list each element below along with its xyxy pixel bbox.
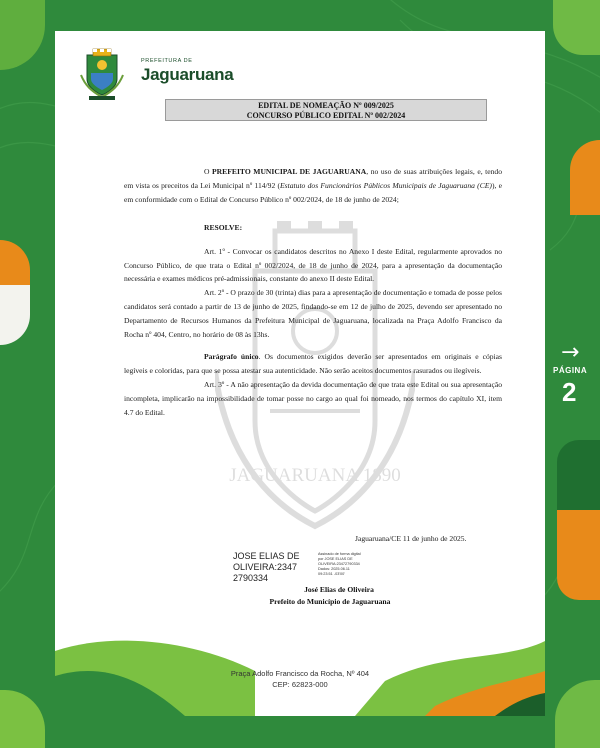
page-number: 2 bbox=[562, 377, 577, 407]
mayor-title: PREFEITO MUNICIPAL DE JAGUARUANA bbox=[212, 167, 367, 176]
sole-paragraph-label: Parágrafo único bbox=[204, 351, 259, 361]
edital-title-box bbox=[165, 99, 487, 121]
side-shape-right-orange bbox=[557, 510, 600, 600]
signatory-title: Prefeito do Município de Jaguaruana bbox=[269, 597, 391, 606]
municipality-logo bbox=[79, 45, 279, 101]
intro-paragraph: O PREFEITO MUNICIPAL DE JAGUARUANA, no uso de suas atribuições legais, e, tendo em vista os preceitos da Lei Municipal nº 114/92 (Estatuto dos Funcionários Públicos Municipais de Jaguaruana (CE)), e em conformidade com o Edital de Concurso Público nº 002/2024, de 18 de junho de 2024; bbox=[124, 167, 503, 204]
article-3: Art. 3º - A não apresentação da devida documentação de que trata este Edital ou sua apresentação incompleta, implicarão na impossibilidade de tomar posse no cargo ao qual foi nomeado, nos termos do capítulo XI, item 4.7 do Edital. bbox=[124, 379, 502, 417]
side-shape-right-dark bbox=[557, 440, 600, 510]
signatory-name: José Elias de Oliveira bbox=[304, 585, 374, 594]
statute-name: Estatuto dos Funcionários Públicos Municipais de Jaguaruana (CE) bbox=[280, 180, 492, 190]
article-1: Art. 1º - Convocar os candidatos descritos no Anexo I deste Edital, regularmente aprovados no Concurso Público, de que trata o Edital nº 002/2024, de 18 de junho de 2024, para a apresentação da documentação necessária e exames médicos pré-admissionais, constante do anexo II deste Edital. bbox=[124, 246, 502, 284]
edital-title: EDITAL DE NOMEAÇÃO Nº 009/2025 bbox=[258, 101, 394, 110]
sole-paragraph: Parágrafo único. Os documentos exigidos deverão ser apresentados em originais e cópias legíveis e coloridas, para que se possa atestar sua autenticidade. Não serão aceitos documentos rasurados ou ilegíveis. bbox=[124, 351, 502, 375]
edital-subtitle: CONCURSO PÚBLICO EDITAL Nº 002/2024 bbox=[246, 111, 406, 120]
logo-wordmark: Jaguaruana bbox=[141, 65, 234, 84]
page-label: PÁGINA bbox=[553, 366, 588, 375]
article-2: Art. 2º - O prazo de 30 (trinta) dias para a apresentação de documentação e tomada de posse pelos candidatos será contado a partir de 13 de junho de 2025, findando-se em 12 de julho de 2025, devendo ser apresentado no Departamento de Recursos Humanos da Prefeitura Municipal de Jaguaruana, localizada na Praça Adolfo Francisco da Rocha nº 404, Centro, no horário de 08 às 13hs. bbox=[124, 288, 502, 340]
digital-signature-name: JOSE ELIAS DE OLIVEIRA:2347 2790334 bbox=[233, 551, 300, 583]
address-line: Praça Adolfo Francisco da Rocha, Nº 404 bbox=[230, 669, 370, 678]
document-body bbox=[124, 165, 502, 420]
document-page bbox=[55, 31, 545, 716]
cep-line: CEP: 62823-000 bbox=[272, 680, 328, 689]
document-date: Jaguaruana/CE 11 de junho de 2025. bbox=[355, 534, 467, 543]
logo-caption: PREFEITURA DE bbox=[141, 58, 193, 64]
next-page-arrow-icon[interactable]: → bbox=[561, 340, 580, 365]
digital-signature-details: Assinado de forma digital por JOSE ELIAS DE OLIVEIRA:23472790334 Dados: 2025.06.11 09:23:51 -03'00' bbox=[318, 552, 361, 576]
footer-address bbox=[55, 668, 545, 690]
resolve-heading: RESOLVE: bbox=[204, 222, 243, 232]
watermark-text: JAGUARUANA 1890 bbox=[229, 465, 401, 486]
coat-of-arms-icon bbox=[79, 45, 125, 101]
